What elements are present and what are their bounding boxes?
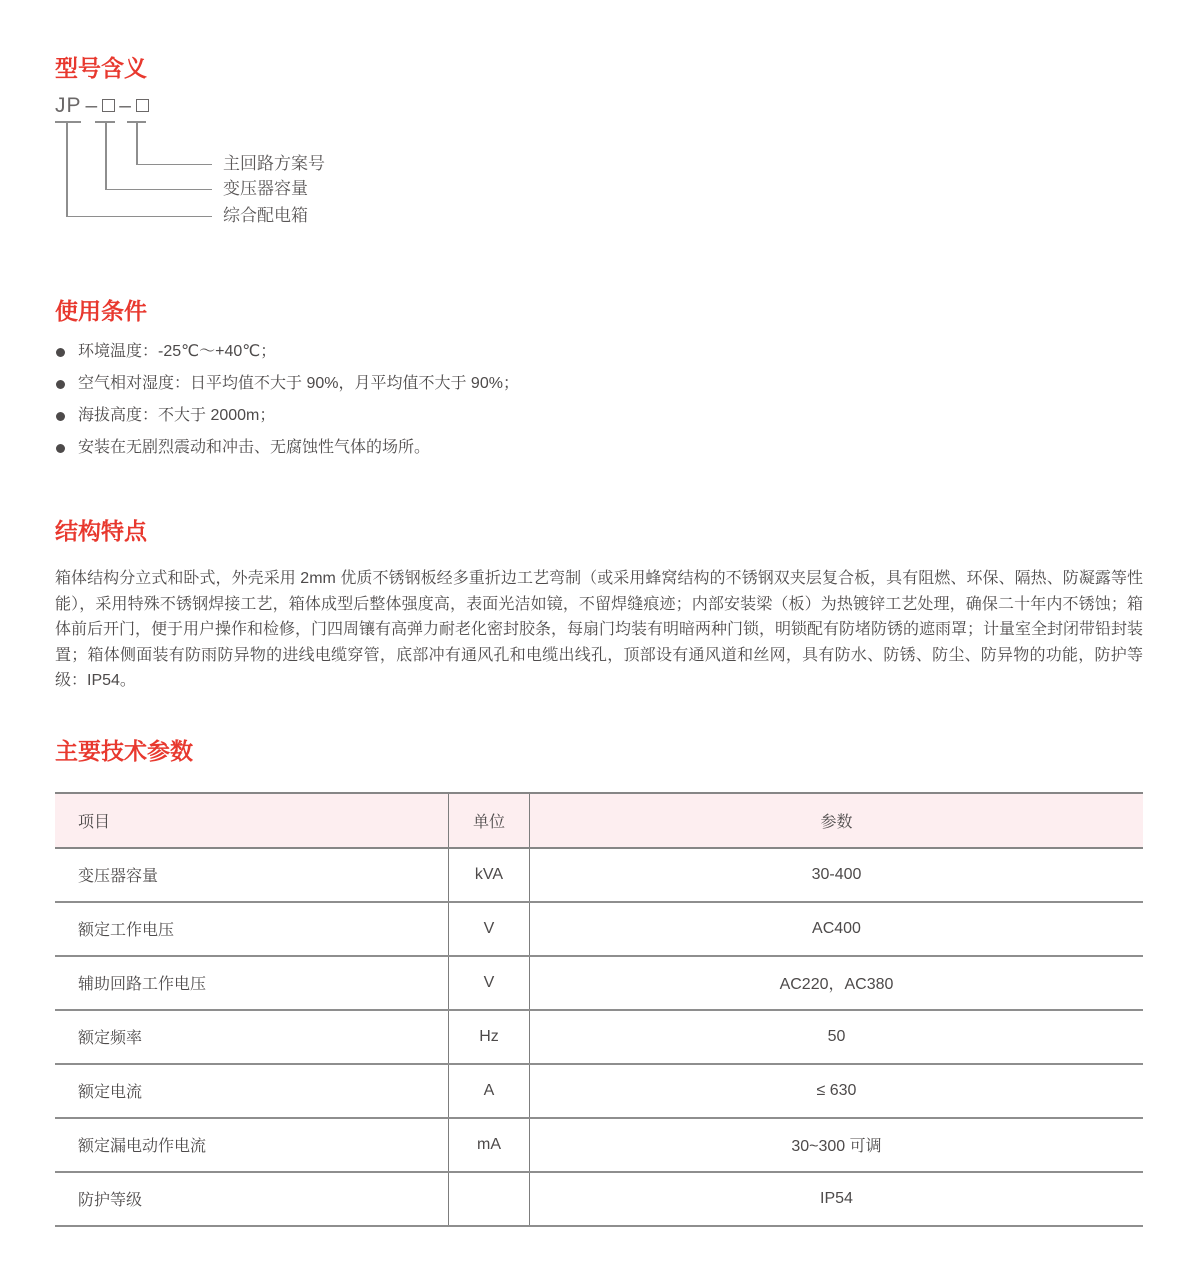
table-header-row <box>55 793 1143 848</box>
model-code-dash: – <box>119 94 132 118</box>
model-placeholder-box <box>102 99 115 112</box>
table-row <box>55 848 1143 902</box>
column-header-unit: 单位 <box>449 793 530 848</box>
bullet-icon <box>56 412 65 421</box>
column-header-parameter: 参数 <box>530 793 1144 848</box>
model-code <box>55 95 149 117</box>
diagram-label-distribution-box: 综合配电箱 <box>223 206 308 225</box>
cell-item: 变压器容量 <box>55 848 449 902</box>
cell-value: 30-400 <box>530 848 1144 902</box>
connector-line <box>105 189 212 191</box>
cell-unit: kVA <box>449 848 530 902</box>
bullet-icon <box>56 348 65 357</box>
table-row <box>55 1064 1143 1118</box>
list-item <box>55 368 1143 400</box>
connector-line <box>66 121 68 217</box>
section-model-meaning <box>55 53 1143 230</box>
list-item <box>55 432 1143 464</box>
bullet-icon <box>56 380 65 389</box>
tech-params-table <box>55 792 1143 1227</box>
connector-line <box>136 164 212 166</box>
condition-text: 安装在无剧烈震动和冲击、无腐蚀性气体的场所。 <box>78 439 431 456</box>
section-usage-conditions <box>55 296 1143 464</box>
cell-value: IP54 <box>530 1172 1144 1226</box>
section-title-usage-conditions: 使用条件 <box>55 298 147 324</box>
cell-value: AC220，AC380 <box>530 956 1144 1010</box>
connector-line <box>136 121 138 165</box>
cell-item: 额定漏电动作电流 <box>55 1118 449 1172</box>
cell-unit: V <box>449 956 530 1010</box>
cell-unit: mA <box>449 1118 530 1172</box>
cell-unit: V <box>449 902 530 956</box>
model-code-dash: – <box>85 94 99 118</box>
condition-text: 环境温度：-25℃～+40℃； <box>78 343 277 360</box>
cell-item: 额定频率 <box>55 1010 449 1064</box>
connector-line <box>66 216 212 218</box>
cell-value: 50 <box>530 1010 1144 1064</box>
list-item <box>55 336 1143 368</box>
table-row <box>55 1010 1143 1064</box>
connector-line <box>105 121 107 190</box>
cell-item: 额定工作电压 <box>55 902 449 956</box>
bullet-icon <box>56 444 65 453</box>
section-title-structure-features: 结构特点 <box>55 518 147 544</box>
table-row <box>55 1118 1143 1172</box>
model-code-diagram <box>55 95 1143 230</box>
condition-text: 海拔高度：不大于 2000m； <box>78 407 276 424</box>
structure-feature-paragraph: 箱体结构分立式和卧式，外壳采用 2mm 优质不锈钢板经多重折边工艺弯制（或采用蜂窝结构的不锈钢双夹层复合板，具有阻燃、环保、隔热、防凝露等性能），采用特殊不锈钢焊接工艺，箱体成型后整体强度高，表面光洁如镜，不留焊缝痕迹；内部安装梁（板）为热镀锌工艺处理，确保二十年内不锈蚀；箱体前后开门，便于用户操作和检修，门四周镶有高弹力耐老化密封胶条，每扇门均装有明暗两种门锁，明锁配有防堵防锈的遮雨罩；计量室全封闭带铅封装置；箱体侧面装有防雨防异物的进线电缆穿管，底部冲有通风孔和电缆出线孔，顶部设有通风道和丝网，具有防水、防锈、防尘、防异物的功能，防护等级：IP54。 <box>55 570 1144 689</box>
model-code-prefix: JP <box>55 94 82 118</box>
cell-value: ≤ 630 <box>530 1064 1144 1118</box>
diagram-label-transformer-capacity: 变压器容量 <box>223 179 308 198</box>
section-structure-features <box>55 516 1143 694</box>
model-placeholder-box <box>136 99 149 112</box>
tick-under-prefix <box>55 121 81 123</box>
table-row <box>55 1172 1143 1226</box>
usage-condition-list <box>55 336 1143 464</box>
cell-unit: Hz <box>449 1010 530 1064</box>
condition-text: 空气相对湿度：日平均值不大于 90%，月平均值不大于 90%； <box>78 375 519 392</box>
cell-item: 辅助回路工作电压 <box>55 956 449 1010</box>
cell-unit: A <box>449 1064 530 1118</box>
cell-value: AC400 <box>530 902 1144 956</box>
column-header-item: 项目 <box>55 793 449 848</box>
table-row <box>55 956 1143 1010</box>
section-title-model-meaning: 型号含义 <box>55 55 147 81</box>
cell-value: 30~300 可调 <box>530 1118 1144 1172</box>
cell-item: 防护等级 <box>55 1172 449 1226</box>
table-row <box>55 902 1143 956</box>
diagram-label-main-circuit: 主回路方案号 <box>223 154 325 173</box>
list-item <box>55 400 1143 432</box>
section-tech-params <box>55 736 1143 1227</box>
cell-unit <box>449 1172 530 1226</box>
cell-item: 额定电流 <box>55 1064 449 1118</box>
section-title-tech-params: 主要技术参数 <box>55 737 193 764</box>
